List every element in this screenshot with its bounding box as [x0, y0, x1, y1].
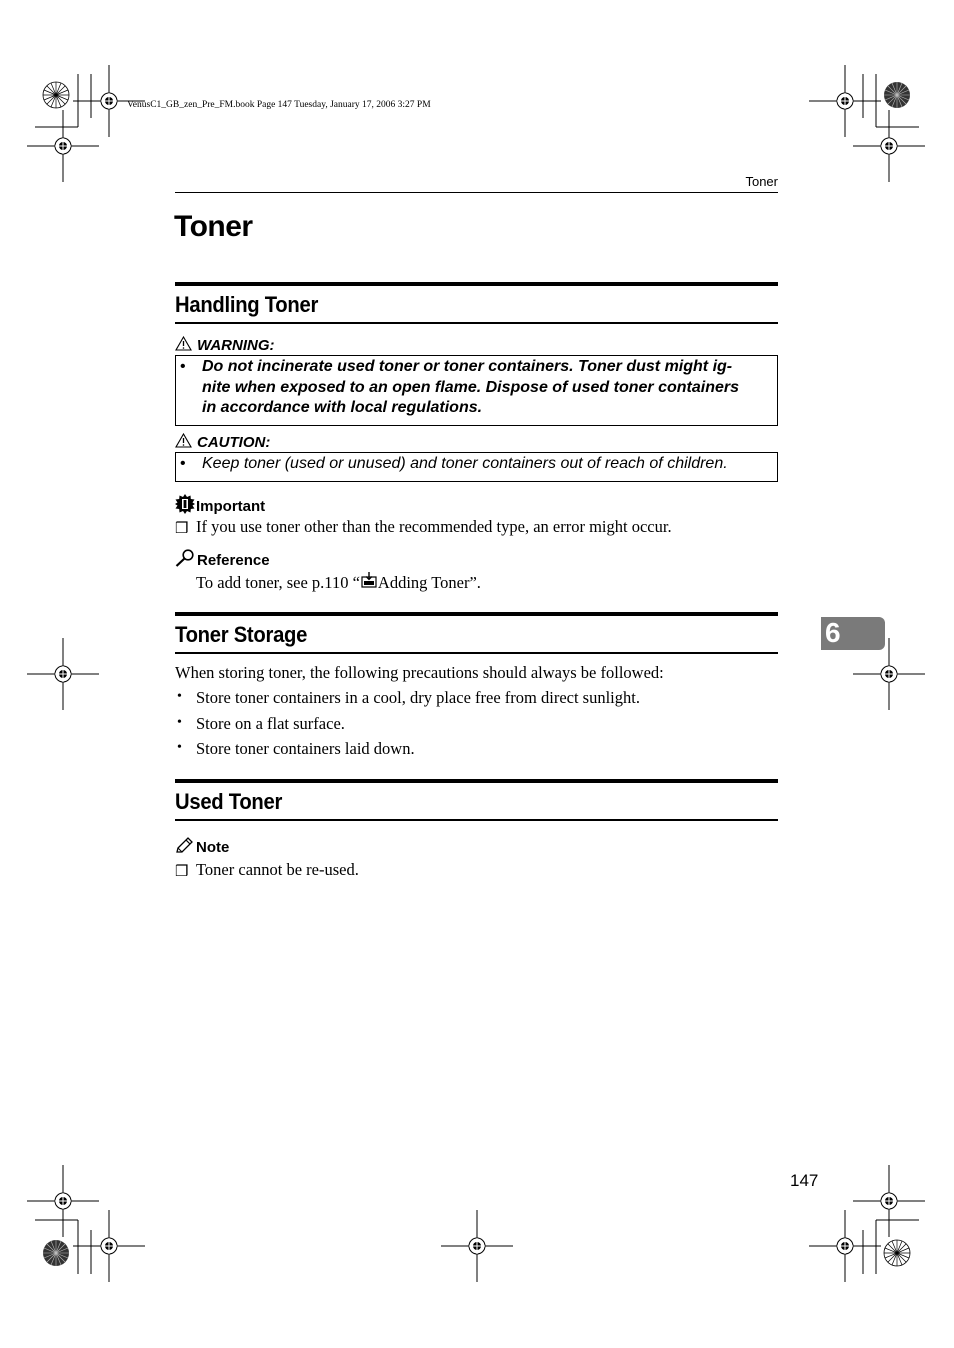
bullet: •	[177, 689, 182, 704]
checkbox-bullet: ❒	[175, 864, 189, 880]
checkbox-bullet: ❒	[175, 521, 189, 537]
header-rule	[175, 192, 778, 193]
toner-icon	[361, 572, 377, 593]
section-heading: Handling Toner	[175, 292, 319, 317]
caution-label: CAUTION:	[175, 433, 270, 452]
chapter-number: 6	[825, 617, 841, 648]
warning-label: WARNING:	[175, 336, 275, 355]
important-label: Important	[175, 494, 265, 518]
reference-text: To add toner, see p.110 “ Adding Toner”.	[196, 572, 481, 592]
storage-intro: When storing toner, the following precautions should always be followed:	[175, 663, 664, 682]
warning-triangle-icon	[175, 336, 192, 355]
pencil-icon	[175, 837, 193, 858]
bullet: •	[180, 455, 186, 472]
section-heading-bar	[175, 282, 778, 324]
caution-box	[175, 452, 778, 482]
page-number: 147	[790, 1171, 819, 1190]
warning-box	[175, 355, 778, 426]
section-heading: Toner Storage	[175, 622, 308, 647]
section-used-toner	[175, 779, 778, 821]
bullet: •	[180, 358, 186, 375]
reference-label: Reference	[175, 549, 270, 571]
page-title: Toner	[174, 210, 253, 243]
section-heading-bar	[175, 779, 778, 821]
section-heading-bar	[175, 612, 778, 654]
file-info: VenusC1_GB_zen_Pre_FM.book Page 147 Tuesday, January 17, 2006 3:27 PM	[127, 100, 431, 110]
note-text: Toner cannot be re-used.	[196, 860, 359, 879]
warning-triangle-icon	[175, 433, 192, 452]
important-text: If you use toner other than the recommended type, an error might occur.	[196, 517, 672, 536]
bullet: •	[177, 715, 182, 730]
warning-text: Do not incinerate used toner or toner containers. Toner dust might ig- nite when exposed to an open flame. Dispose of used toner containers in accordance with local regulations.	[202, 358, 739, 416]
running-head: Toner	[745, 174, 778, 189]
section-toner-storage	[175, 612, 778, 654]
bullet: •	[177, 740, 182, 755]
section-handling-toner	[175, 282, 778, 324]
list-item: Store toner containers laid down.	[196, 739, 415, 758]
important-badge-icon	[175, 494, 195, 518]
list-item: Store on a flat surface.	[196, 714, 345, 733]
caution-text: Keep toner (used or unused) and toner containers out of reach of children.	[202, 455, 728, 472]
note-label: Note	[175, 837, 229, 858]
magnifier-icon	[175, 549, 195, 571]
section-heading: Used Toner	[175, 789, 283, 814]
list-item: Store toner containers in a cool, dry place free from direct sunlight.	[196, 688, 640, 707]
chapter-tab	[821, 617, 885, 650]
